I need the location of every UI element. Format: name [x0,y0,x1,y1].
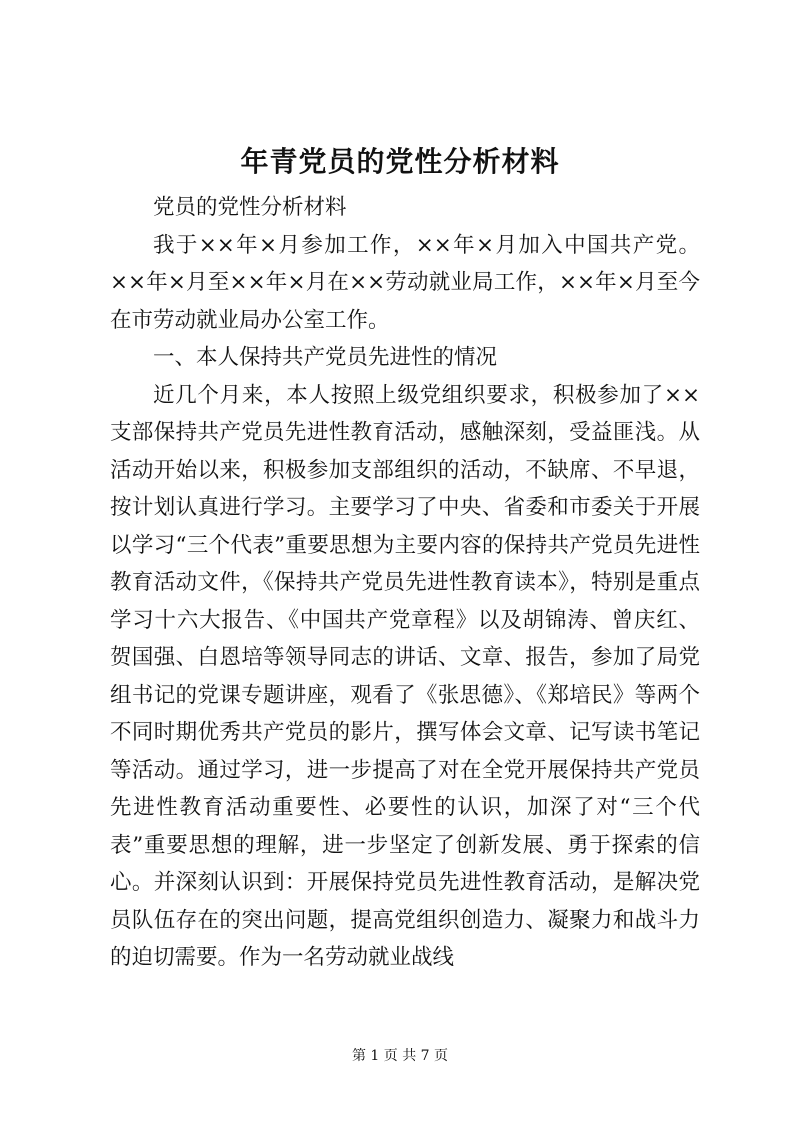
paragraph: 我于××年×月参加工作，××年×月加入中国共产党。××年×月至××年×月在××劳动就业局工作，××年×月至今在市劳动就业局办公室工作。 [110,232,700,333]
paragraph: 党员的党性分析材料 [153,195,347,220]
document-body [110,189,700,977]
paragraph: 近几个月来，本人按照上级党组织要求，积极参加了××支部保持共产党员先进性教育活动，感触深刻，受益匪浅。从活动开始以来，积极参加支部组织的活动，不缺席、不早退，按计划认真进行学习。主要学习了中央、省委和市委关于开展以学习“三个代表”重要思想为主要内容的保持共产党员先进性教育活动文件，《保持共产党员先进性教育读本》，特别是重点学习十六大报告、《中国共产党章程》以及胡锦涛、曾庆红、贺国强、白恩培等领导同志的讲话、文章、报告，参加了局党组书记的党课专题讲座，观看了《张思德》、《郑培民》等两个不同时期优秀共产党员的影片，撰写体会文章、记写读书笔记等活动。通过学习，进一步提高了对在全党开展保持共产党员先进性教育活动重要性、必要性的认识，加深了对“三个代表”重要思想的理解，进一步坚定了创新发展、勇于探索的信心。并深刻认识到：开展保持党员先进性教育活动，是解决党员队伍存在的突出问题，提高党组织创造力、凝聚力和战斗力的迫切需要。作为一名劳动就业战线 [110,382,700,970]
page-footer: 第 1 页 共 7 页 [351,1048,449,1064]
section-heading: 一、本人保持共产党员先进性的情况 [153,345,498,370]
document-title: 年青党员的党性分析材料 [240,145,560,178]
